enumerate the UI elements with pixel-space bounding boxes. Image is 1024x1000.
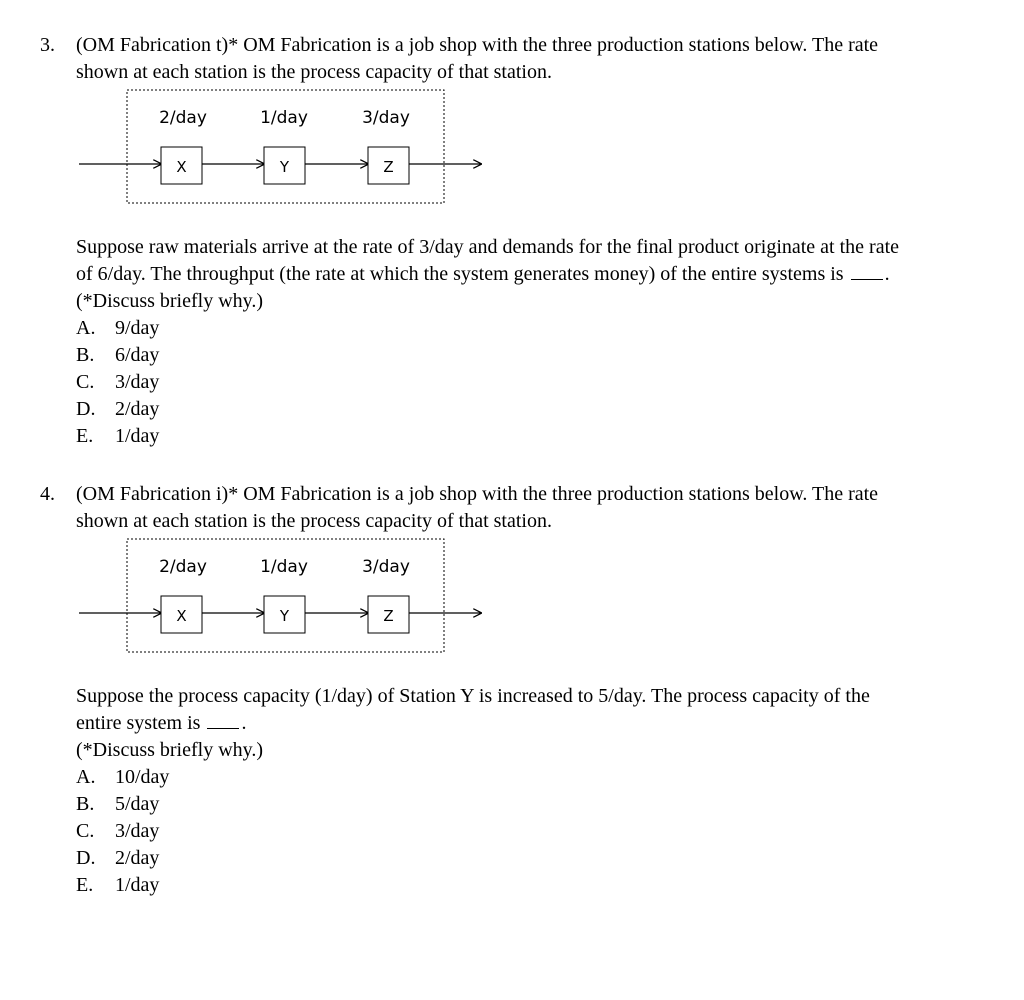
option-letter: D. [76, 847, 96, 869]
question-body-line-1: Suppose the process capacity (1/day) of Station Y is increased to 5/day. The process capacity of the [76, 685, 870, 707]
option-letter: A. [76, 766, 96, 788]
question-body-line-2 [76, 710, 246, 737]
station-y-label: Y [279, 607, 290, 625]
station-z-label: Z [383, 607, 394, 625]
option-letter: D. [76, 398, 96, 420]
discuss-prompt: (*Discuss briefly why.) [76, 739, 264, 761]
question-body-text: entire system is [76, 712, 201, 734]
option-text: 6/day [115, 344, 160, 366]
question-intro-line-1: (OM Fabrication i)* OM Fabrication is a job shop with the three production stations below. The rate [76, 483, 879, 505]
option-text: 3/day [115, 371, 160, 393]
option-letter: C. [76, 371, 95, 393]
station-z-rate: 3/day [362, 108, 410, 128]
option-text: 3/day [115, 820, 160, 842]
question-intro-line-1: (OM Fabrication t)* OM Fabrication is a job shop with the three production stations below. The rate [76, 34, 879, 56]
option-letter: B. [76, 344, 95, 366]
station-y-label: Y [279, 158, 290, 176]
question-intro-line-2: shown at each station is the process capacity of that station. [76, 510, 552, 532]
question-intro-line-2: shown at each station is the process capacity of that station. [76, 61, 552, 83]
option-letter: E. [76, 425, 94, 447]
station-x-rate: 2/day [159, 108, 207, 128]
option-letter: C. [76, 820, 95, 842]
station-y-rate: 1/day [260, 108, 308, 128]
question-body-end: . [884, 263, 890, 285]
option-letter: A. [76, 317, 96, 339]
option-text: 2/day [115, 398, 160, 420]
option-text: 1/day [115, 425, 160, 447]
option-letter: B. [76, 793, 95, 815]
discuss-prompt: (*Discuss briefly why.) [76, 290, 264, 312]
question-body-end: . [241, 712, 247, 734]
option-text: 2/day [115, 847, 160, 869]
option-text: 5/day [115, 793, 160, 815]
station-x-label: X [176, 607, 187, 625]
station-x-rate: 2/day [159, 557, 207, 577]
station-y-rate: 1/day [260, 557, 308, 577]
option-text: 9/day [115, 317, 160, 339]
station-z-rate: 3/day [362, 557, 410, 577]
option-text: 10/day [115, 766, 170, 788]
question-number: 3. [40, 34, 55, 56]
question-body-line-1: Suppose raw materials arrive at the rate of 3/day and demands for the final product originate at the rate [76, 236, 900, 258]
station-x-label: X [176, 158, 187, 176]
answer-blank [207, 710, 239, 729]
option-letter: E. [76, 874, 94, 896]
question-body-text: of 6/day. The throughput (the rate at which the system generates money) of the entire systems is [76, 263, 844, 285]
option-text: 1/day [115, 874, 160, 896]
station-z-label: Z [383, 158, 394, 176]
question-number: 4. [40, 483, 55, 505]
